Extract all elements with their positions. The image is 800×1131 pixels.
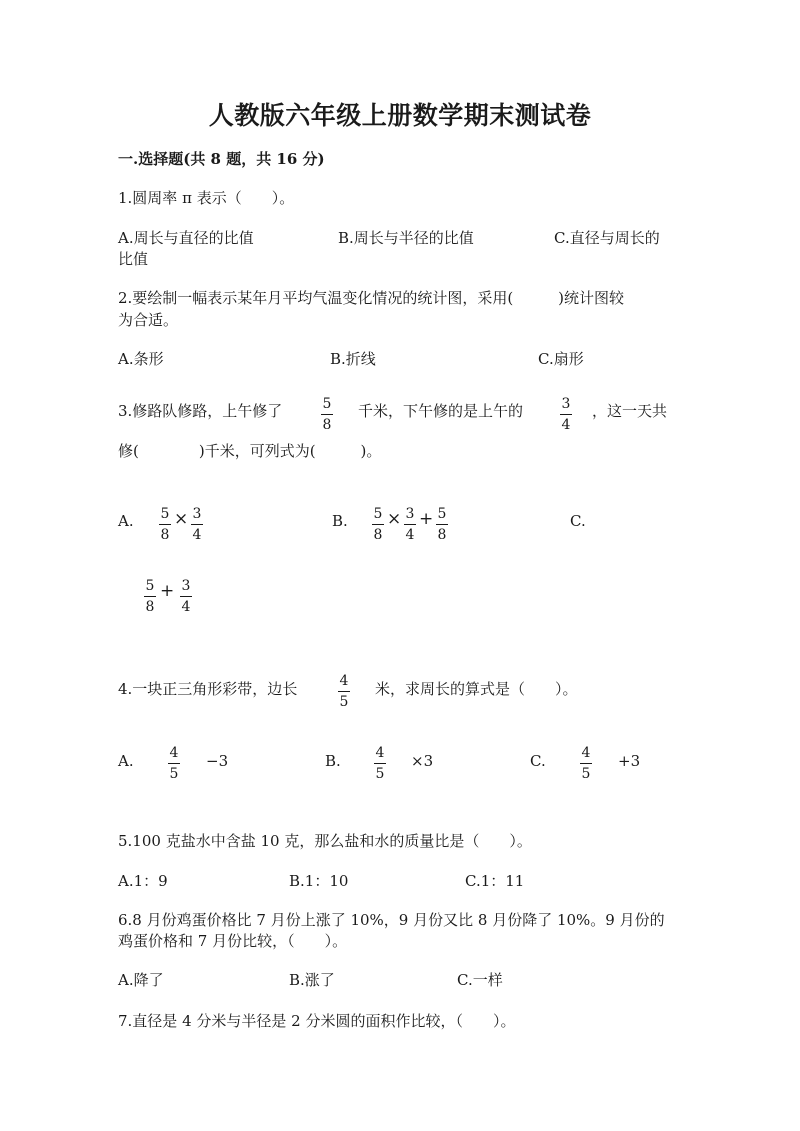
numerator: 3: [192, 506, 202, 522]
question-1-option-c-continued: 比值: [118, 250, 149, 268]
fraction-bar: [338, 691, 350, 692]
fraction-bar: [144, 596, 156, 597]
question-4-stem-part-2: 米，求周长的算式是（ ）。: [375, 680, 578, 698]
operator-value: −3: [206, 752, 229, 770]
fraction-bar: [560, 414, 572, 415]
fraction-bar: [404, 524, 416, 525]
fraction-bar: [191, 524, 203, 525]
numerator: 5: [145, 578, 155, 594]
denominator: 5: [375, 766, 385, 782]
option-label: A.: [118, 512, 134, 530]
numerator: 5: [160, 506, 170, 522]
question-3-stem-part-2: 千米，下午修的是上午的: [358, 402, 524, 420]
fraction-bar: [374, 763, 386, 764]
fraction-5-8: [372, 506, 384, 543]
fraction-5-8: [144, 578, 156, 615]
denominator: 4: [561, 417, 571, 433]
question-2-option-c[interactable]: C.扇形: [538, 350, 584, 368]
operator-value: +3: [618, 752, 641, 770]
fraction-bar: [159, 524, 171, 525]
question-1-option-a[interactable]: A.周长与直径的比值: [118, 229, 254, 247]
fraction-3-4: [180, 578, 192, 615]
question-3-stem-part-3: ，这一天共: [592, 402, 668, 420]
option-label: C.: [530, 752, 546, 770]
denominator: 8: [160, 527, 170, 543]
question-5-stem: 5.100 克盐水中含盐 10 克，那么盐和水的质量比是（ ）。: [118, 832, 532, 850]
question-2-stem-line-1: 2.要绘制一幅表示某年月平均气温变化情况的统计图，采用( )统计图较: [118, 289, 625, 307]
plus-operator: +: [419, 509, 434, 529]
plus-operator: +: [160, 581, 175, 601]
times-operator: ×: [174, 509, 189, 529]
denominator: 5: [581, 766, 591, 782]
question-3-stem-part-1: 3.修路队修路，上午修了: [118, 402, 283, 420]
denominator: 8: [373, 527, 383, 543]
question-5-option-c[interactable]: C.1：11: [465, 872, 525, 890]
question-1-option-c[interactable]: C.直径与周长的: [554, 229, 660, 247]
denominator: 8: [437, 527, 447, 543]
numerator: 3: [561, 396, 571, 412]
question-5-option-b[interactable]: B.1：10: [289, 872, 349, 890]
question-1-option-b[interactable]: B.周长与半径的比值: [338, 229, 474, 247]
fraction-bar: [436, 524, 448, 525]
numerator: 5: [373, 506, 383, 522]
times-operator: ×: [387, 509, 402, 529]
question-4-stem-part-1: 4.一块正三角形彩带，边长: [118, 680, 298, 698]
question-6-stem-line-2: 鸡蛋价格和 7 月份比较，（ ）。: [118, 932, 348, 950]
numerator: 4: [169, 745, 179, 761]
question-5-option-a[interactable]: A.1：9: [118, 872, 168, 890]
numerator: 5: [437, 506, 447, 522]
fraction-bar: [180, 596, 192, 597]
numerator: 4: [581, 745, 591, 761]
denominator: 5: [339, 694, 349, 710]
denominator: 4: [405, 527, 415, 543]
question-1-stem: 1.圆周率 π 表示（ ）。: [118, 189, 295, 207]
denominator: 8: [145, 599, 155, 615]
fraction-4-5: [168, 745, 180, 782]
option-label: B.: [332, 512, 348, 530]
page-title: 人教版六年级上册数学期末测试卷: [208, 101, 592, 130]
question-6-option-a[interactable]: A.降了: [118, 971, 164, 989]
numerator: 3: [181, 578, 191, 594]
denominator: 8: [322, 417, 332, 433]
question-7-stem: 7.直径是 4 分米与半径是 2 分米圆的面积作比较，（ ）。: [118, 1012, 516, 1030]
question-3-fraction-3-4: [560, 396, 572, 433]
operator-value: ×3: [411, 752, 434, 770]
fraction-bar: [168, 763, 180, 764]
numerator: 3: [405, 506, 415, 522]
fraction-3-4: [191, 506, 203, 543]
denominator: 4: [192, 527, 202, 543]
fraction-bar: [321, 414, 333, 415]
denominator: 5: [169, 766, 179, 782]
question-2-stem-line-2: 为合适。: [118, 311, 179, 329]
option-label: B.: [325, 752, 341, 770]
question-2-option-b[interactable]: B.折线: [330, 350, 376, 368]
question-3-fraction-5-8: [321, 396, 333, 433]
option-label: C.: [570, 512, 586, 530]
question-4-fraction-4-5: [338, 673, 350, 710]
fraction-bar: [580, 763, 592, 764]
denominator: 4: [181, 599, 191, 615]
question-3-stem-line-2: 修( )千米，可列式为( )。: [118, 442, 382, 460]
fraction-5-8: [436, 506, 448, 543]
fraction-3-4: [404, 506, 416, 543]
numerator: 5: [322, 396, 332, 412]
fraction-4-5: [580, 745, 592, 782]
question-2-option-a[interactable]: A.条形: [118, 350, 164, 368]
numerator: 4: [339, 673, 349, 689]
question-6-stem-line-1: 6.8 月份鸡蛋价格比 7 月份上涨了 10%，9 月份又比 8 月份降了 10%。9 月份的: [118, 911, 665, 929]
section-heading: 一.选择题(共 8 题，共 16 分): [118, 150, 325, 168]
option-label: A.: [118, 752, 134, 770]
question-6-option-b[interactable]: B.涨了: [289, 971, 335, 989]
fraction-4-5: [374, 745, 386, 782]
fraction-bar: [372, 524, 384, 525]
question-6-option-c[interactable]: C.一样: [457, 971, 503, 989]
fraction-5-8: [159, 506, 171, 543]
numerator: 4: [375, 745, 385, 761]
